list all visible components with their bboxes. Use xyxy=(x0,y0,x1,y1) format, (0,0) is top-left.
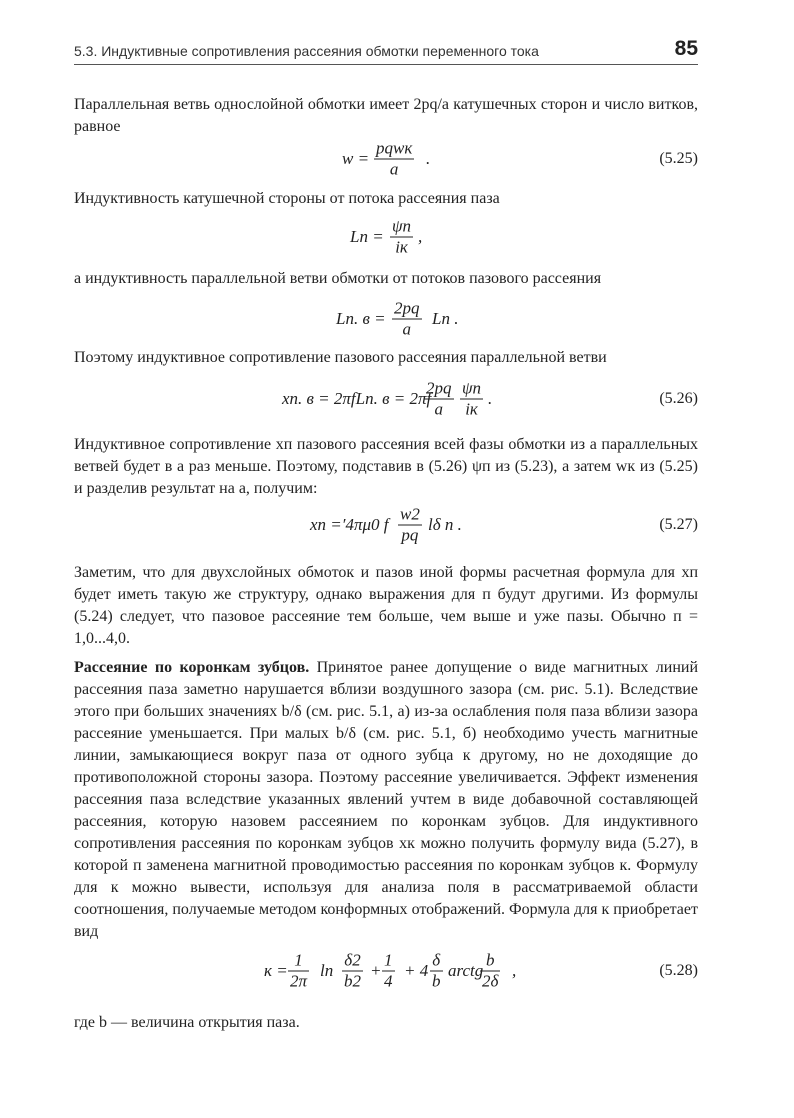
paragraph-3: а индуктивность параллельной ветви обмотки от потоков пазового рассеяния xyxy=(74,270,602,287)
page-number: 85 xyxy=(674,37,698,60)
equation-number: (5.28) xyxy=(659,962,698,979)
eq-fraction: ψп iк xyxy=(392,216,412,257)
equation-5-27 xyxy=(74,500,698,550)
paragraph-1: Параллельная ветвь однослойной обмотки имеет 2pq/a катушечных сторон и число витков, равное xyxy=(74,96,698,135)
eq-tail: . xyxy=(488,389,493,408)
eq-fraction-1: $\frac{2pq}{a}$ xyxy=(426,378,452,419)
paragraph-7 xyxy=(74,657,698,943)
paragraph-8: где b — величина открытия паза. xyxy=(74,1014,300,1031)
eq-ln: ln xyxy=(320,961,334,980)
eq-arctg: arctg xyxy=(448,961,484,980)
eq-tail: , xyxy=(512,961,517,980)
eq-fraction: pqwк a xyxy=(376,138,413,179)
eq-tail: Lп . xyxy=(432,309,459,328)
eq-fraction: $\frac{2pq}{a}$ xyxy=(394,298,420,339)
eq-lhs: xп. в = 2πfLп. в = 2πf xyxy=(282,389,432,408)
paragraph-2: Индуктивность катушечной стороны от потока рассеяния паза xyxy=(74,190,500,207)
equation-5-28 xyxy=(74,946,698,996)
paragraph-heading: Рассеяние по коронкам зубцов. xyxy=(74,659,310,676)
equation-l-p xyxy=(74,212,698,262)
equation-number: (5.26) xyxy=(659,390,698,407)
equation-l-pv xyxy=(74,294,698,344)
eq-tail: , xyxy=(418,227,423,246)
paragraph-text: Принятое ранее допущение о виде магнитных линий рассеяния паза заметно нарушается вблизи воздушного зазора (см. рис. 5.1). Вследствие этого при больших значениях b/δ (см. рис. 5.1, a) из-за ослабления поля паза вблизи зазора рассеяние уменьшается. При малых b/δ (см. рис. 5.1, б) необходимо учесть магнитные линии, замыкающиеся вокруг паза от одного зубца к другому, но не доходящие до противоположной стороны зазора. Поэтому рассеяние увеличивается. Эффект изменения рассеяния паза вследствие указанных явлений учтем в виде добавочной составляющей рассеяния, которую назовем рассеянием по коронкам зубцов. Для индуктивного сопротивления рассеяния по коронкам зубцов xк можно получить формулу вида (5.27), в которой п заменена магнитной проводимостью рассеяния по коронкам зубцов к. Формулу для к можно вывести, используя для анализа поля в рассматриваемой области соотношения, получаемые методом конформных отображений. Формула для к приобретает вид xyxy=(74,659,699,940)
running-header xyxy=(74,38,698,65)
eq-fraction-3: $\frac{1}{4}$ xyxy=(384,950,393,991)
eq-fraction-2: $\frac{\delta 2}{b2}$ xyxy=(344,950,361,991)
paragraph-6: Заметим, что для двухслойных обмоток и пазов иной формы расчетная формула для xп будет иметь такую же структуру, однако выражения для п будут другими. Из формулы (5.24) следует, что пазовое рассеяние тем больше, чем выше и уже пазы. Обычно п = 1,0...4,0. xyxy=(74,564,698,647)
eq-tail: lδ п . xyxy=(428,515,462,534)
eq-lhs: w = xyxy=(342,149,370,168)
eq-lhs: Lп. в = xyxy=(336,309,386,328)
section-title: 5.3. Индуктивные сопротивления рассеяния обмотки переменного тока xyxy=(74,43,539,59)
eq-tail: . xyxy=(426,149,431,168)
eq-plus: + xyxy=(370,961,382,980)
eq-fraction-2: ψп iк xyxy=(462,378,482,419)
equation-number: (5.25) xyxy=(659,150,698,167)
eq-fraction-4: $\frac{\delta}{b}$ xyxy=(432,950,441,991)
paragraph-4: Поэтому индуктивное сопротивление пазового рассеяния параллельной ветви xyxy=(74,349,607,366)
eq-plus-four: + 4 xyxy=(404,961,429,980)
equation-5-25 xyxy=(74,134,698,184)
eq-lhs: к = xyxy=(264,961,288,980)
eq-lhs: xп =′4πμ0 f xyxy=(310,515,389,534)
equation-5-26 xyxy=(74,374,698,424)
eq-fraction: $\frac{w2}{pq}$ xyxy=(400,504,420,545)
eq-fraction-1: $\frac{1}{2\pi}$ xyxy=(290,950,308,991)
eq-lhs: Lп = xyxy=(350,227,384,246)
eq-fraction-5: $\frac{b}{2\delta}$ xyxy=(482,950,499,991)
paragraph-5: Индуктивное сопротивление xп пазового рассеяния всей фазы обмотки из a параллельных ветвей будет в a раз меньше. Поэтому, подставив в (5.26) ψп из (5.23), а затем wк из (5.25) и разделив результат на a, получим: xyxy=(74,436,698,497)
equation-number: (5.27) xyxy=(659,516,698,533)
